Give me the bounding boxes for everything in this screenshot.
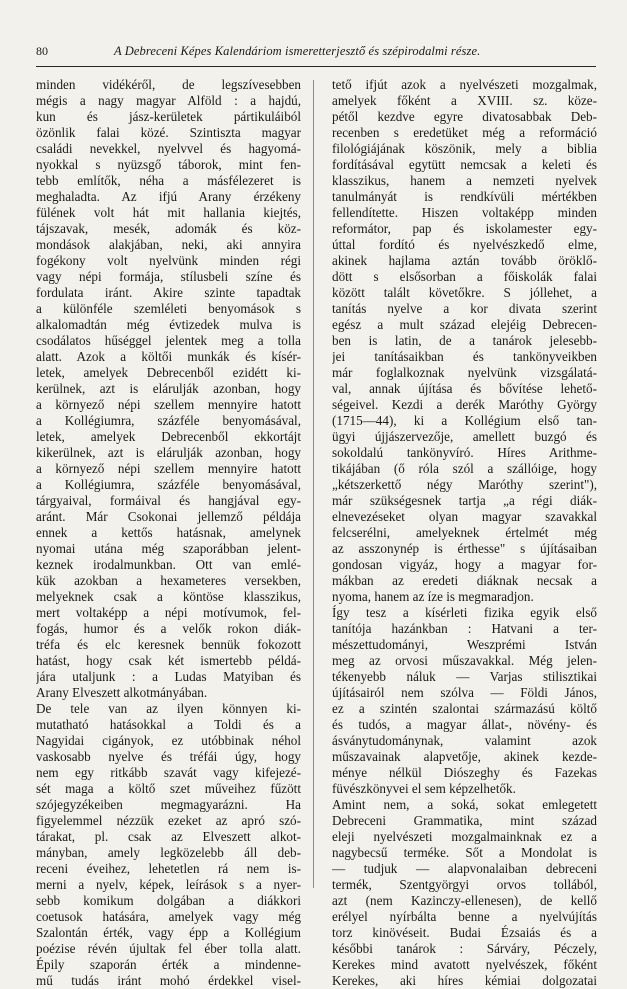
- text-line: erélyel nyírbálta benne a nyelvújítás: [332, 909, 597, 924]
- text-line: között talált követőkre. S jóllehet, a: [332, 285, 597, 300]
- text-line: merni a nyelv, képek, leírások s a nyer-: [36, 877, 301, 892]
- text-line: melyeknek csak a köntöse klasszikus,: [36, 589, 301, 604]
- text-line: — tudjuk — alapvonalaiban debreceni: [332, 861, 597, 876]
- text-line: nyomai utána még szaporábban jelent-: [36, 541, 301, 556]
- text-line: akinek hajlama aztán tovább öröklő-: [332, 253, 597, 268]
- text-line: sebb komikum dolgában a diákkori: [36, 893, 301, 908]
- text-line: mányban, amely legközelebb áll deb-: [36, 845, 301, 860]
- text-line: nyokkal s nyüzsgő táborok, mint fen-: [36, 157, 301, 172]
- text-line: De tele van az ilyen könnyen ki-: [36, 701, 301, 716]
- text-line: eleji nyelvészeti mozgalmainknak ez a: [332, 829, 597, 844]
- text-line: a Kollégiumra, százféle benyomásával,: [36, 477, 301, 492]
- text-line: ügyi újjászervezője, amellett buzgó és: [332, 429, 597, 444]
- text-line: Szalontán érték, vagy épp a Kollégium: [36, 925, 301, 940]
- text-line: nagybecsű terméke. Sőt a Mondolat is: [332, 845, 597, 860]
- text-line: tikájában (ő róla szól a szállóige, hogy: [332, 461, 597, 476]
- text-line: csodálatos hűséggel jelentek meg a tolla: [36, 333, 301, 348]
- text-line: a környező népi szellem mennyire hatott: [36, 461, 301, 476]
- text-line: hatást, hogy csak két ismertebb példá-: [36, 653, 301, 668]
- text-line: az asszonynép is érthesse" s újításaiban: [332, 541, 597, 556]
- left-column: [36, 77, 301, 989]
- text-line: Így tesz a kísérleti fizika egyik első: [332, 605, 597, 620]
- text-line: a Kollégiumra, százféle benyomásával,: [36, 413, 301, 428]
- text-line: későbbi tanárok : Sárváry, Péczely,: [332, 941, 597, 956]
- text-line: fellendítette. Hiszen voltaképp minden: [332, 205, 597, 220]
- column-divider: [313, 80, 314, 888]
- text-line: sokoldalú tankönyvíró. Híres Arithme-: [332, 445, 597, 460]
- text-line: tanulmányát is rendkívüli mértékben: [332, 189, 597, 204]
- text-line: termék, Szentgyörgyi orvos tollából,: [332, 877, 597, 892]
- text-line: filológiájának köszönik, mely a biblia: [332, 141, 597, 156]
- text-line: letek, amelyek Debrecenből ekkortájt: [36, 429, 301, 444]
- text-line: a környező népi szellem mennyire hatott: [36, 397, 301, 412]
- text-line: úttal fordító és nyelvészkedő elme,: [332, 237, 597, 252]
- text-line: fordulata iránt. Akire szinte tapadtak: [36, 285, 301, 300]
- text-line: ez a szintén szalontai származású költő: [332, 701, 597, 716]
- text-line: val, annak újítása és bővítése lehető-: [332, 381, 597, 396]
- text-line: poézise révén újultak fel éber tolla alatt.: [36, 941, 301, 956]
- text-line: vaskosabb nyelve és tréfái úgy, hogy: [36, 749, 301, 764]
- text-line: tréfa és elc keresnek bennük fokozott: [36, 637, 301, 652]
- text-line: jára utaljunk : a Ludas Matyiban és: [36, 669, 301, 684]
- header-rule: [36, 66, 596, 67]
- text-line: egész a mult század elejéig Debrecen-: [332, 317, 597, 332]
- text-line: tető ifjút azok a nyelvészeti mozgalmak,: [332, 77, 597, 92]
- text-line: Amint nem, a soká, sokat emlegetett: [332, 797, 597, 812]
- text-line: azt (nem Kazinczy-ellenesen), de kellő: [332, 893, 597, 908]
- running-title: A Debreceni Képes Kalendáriom ismeretterjesztő és szépirodalmi része.: [114, 44, 481, 58]
- text-line: kük azokban a hexameteres versekben,: [36, 573, 301, 588]
- text-line: nyoma, hanem az íze is megmaradjon.: [332, 589, 534, 604]
- text-line: fogás, humor és a velők rokon diák-: [36, 621, 301, 636]
- text-line: ennek a kettős hatásnak, amelynek: [36, 525, 301, 540]
- text-line: felcserélni, amelyeknek értelmét még: [332, 525, 597, 540]
- text-line: Nagyidai cigányok, ez utóbbinak néhol: [36, 733, 301, 748]
- text-line: receni éveihez, lehetetlen rá nem is-: [36, 861, 301, 876]
- text-line: recenben s eredetüket még a reformáció: [332, 125, 597, 140]
- text-line: füvészkönyvei el sem képzelhetők.: [332, 781, 516, 796]
- text-line: figyelemmel nézzük ezeket az apró szó-: [36, 813, 301, 828]
- text-line: tékenyebb náluk — Varjas stilisztikai: [332, 669, 597, 684]
- text-line: alatt. Azok a költői munkák és kísér-: [36, 349, 301, 364]
- text-line: (1715—44), ki a Kollégium első tan-: [332, 413, 597, 428]
- text-line: ménye nélkül Diószeghy és Fazekas: [332, 765, 597, 780]
- text-line: kikerülnek, azt is elárulják azonban, hogy: [36, 445, 301, 460]
- text-line: fordításával egytütt nemcsak a keleti és: [332, 157, 597, 172]
- text-line: tanítója hazánkban : Hatvani a ter-: [332, 621, 597, 636]
- text-line: Kerekes, aki híres kémiai dolgozatai: [332, 973, 597, 988]
- text-line: már szükségesnek tartja „a régi diák-: [332, 493, 597, 508]
- text-line: mégis a nagy magyar Alföld : a hajdú,: [36, 93, 301, 108]
- text-line: műszavainak alapvetője, akinek kezde-: [332, 749, 597, 764]
- text-line: özönlik falai közé. Szintiszta magyar: [36, 125, 301, 140]
- text-line: ben is latin, de a tanárok jelesebb-: [332, 333, 597, 348]
- text-line: klasszikus, hanem a nemzeti nyelvek: [332, 173, 597, 188]
- text-line: mű tudás iránt mohó érdekkel visel-: [36, 973, 301, 988]
- text-line: tárakat, pl. csak az Elveszett alkot-: [36, 829, 301, 844]
- text-line: mondások alakjában, neki, aki annyira: [36, 237, 301, 252]
- text-line: mert voltaképp a népi motívumok, fel-: [36, 605, 301, 620]
- text-line: minden vidékéről, de legszívesebben: [36, 77, 301, 92]
- text-line: kun és jász-kerületek pártikuláiból: [36, 109, 301, 124]
- text-line: tárgyaival, formáival és hangjával egy-: [36, 493, 301, 508]
- text-line: Debreceni Grammatika, mint század: [332, 813, 597, 828]
- text-line: kerülnek, azt is elárulják azonban, hogy: [36, 381, 301, 396]
- text-line: sét maga a költő szet műveihez fűzött: [36, 781, 301, 796]
- text-line: meghaladta. Az ifjú Arany érzékeny: [36, 189, 301, 204]
- text-line: fülének volt hát mit hallania kiejtés,: [36, 205, 301, 220]
- text-line: jei tanításaikban és tankönyveikben: [332, 349, 597, 364]
- text-line: keznek irodalmunkban. Ott van emlé-: [36, 557, 301, 572]
- text-line: vagy népi formája, stílusbeli színe és: [36, 269, 301, 284]
- right-column: [332, 77, 597, 989]
- text-line: amelyek főként a XVIII. sz. köze-: [332, 93, 597, 108]
- text-line: Kerekes mind avatott nyelvészek, főként: [332, 957, 597, 972]
- text-line: reformátor, pap és iskolamester egy-: [332, 221, 597, 236]
- text-line: „kétszerkettő négy Maróthy szerint"),: [332, 477, 597, 492]
- text-line: tanítás nyelve a kor divata szerint: [332, 301, 597, 316]
- text-line: pétől kezdve egyre divatosabbak Deb-: [332, 109, 597, 124]
- text-line: Épily szaporán érték a mindenne-: [36, 957, 301, 972]
- text-line: elnevezéseket olyan magyar szavakkal: [332, 509, 597, 524]
- text-line: ásványtudománynak, valamint azok: [332, 733, 597, 748]
- text-line: torz kinövéseit. Budai Ézsaiás és a: [332, 925, 597, 940]
- text-line: mákban az eredeti diáknak necsak a: [332, 573, 597, 588]
- text-line: szójegyzékeiben megmagyarázni. Ha: [36, 797, 301, 812]
- text-line: coetusok hatására, amelyek vagy még: [36, 909, 301, 924]
- text-line: mészettudományi, Weszprémi István: [332, 637, 597, 652]
- text-line: ségeivel. Kezdi a derék Maróthy György: [332, 397, 597, 412]
- running-header: [36, 40, 596, 62]
- text-line: gondosan vigyáz, hogy a magyar for-: [332, 557, 597, 572]
- page-number: 80: [36, 44, 48, 58]
- text-line: aránt. Már Csokonai jellemző példája: [36, 509, 301, 524]
- text-line: nem egy ritkább szavát vagy kifejezé-: [36, 765, 301, 780]
- text-line: dött s elsősorban a főiskolák falai: [332, 269, 597, 284]
- text-line: újításairól nem szólva — Földi János,: [332, 685, 597, 700]
- text-line: fogékony volt nyelvünk minden régi: [36, 253, 301, 268]
- text-line: Arany Elveszett alkotmányában.: [36, 685, 208, 700]
- text-line: tebb említők, néha a másfélezeret is: [36, 173, 301, 188]
- text-line: mutatható hatásokkal a Toldi és a: [36, 717, 301, 732]
- text-line: családi nevekkel, nyelvvel és hagyomá-: [36, 141, 301, 156]
- text-line: már foglalkoznak nyelvünk vizsgálatá-: [332, 365, 597, 380]
- text-line: a különféle szemléleti benyomások s: [36, 301, 301, 316]
- text-line: tájszavak, mesék, adomák és köz-: [36, 221, 301, 236]
- text-line: meg az orvosi műszavakkal. Még jelen-: [332, 653, 597, 668]
- text-line: alkalomadtán még évtizedek mulva is: [36, 317, 301, 332]
- text-line: és tudós, a magyar állat-, növény- és: [332, 717, 597, 732]
- text-line: letek, amelyek Debrecenből ezidétt ki-: [36, 365, 301, 380]
